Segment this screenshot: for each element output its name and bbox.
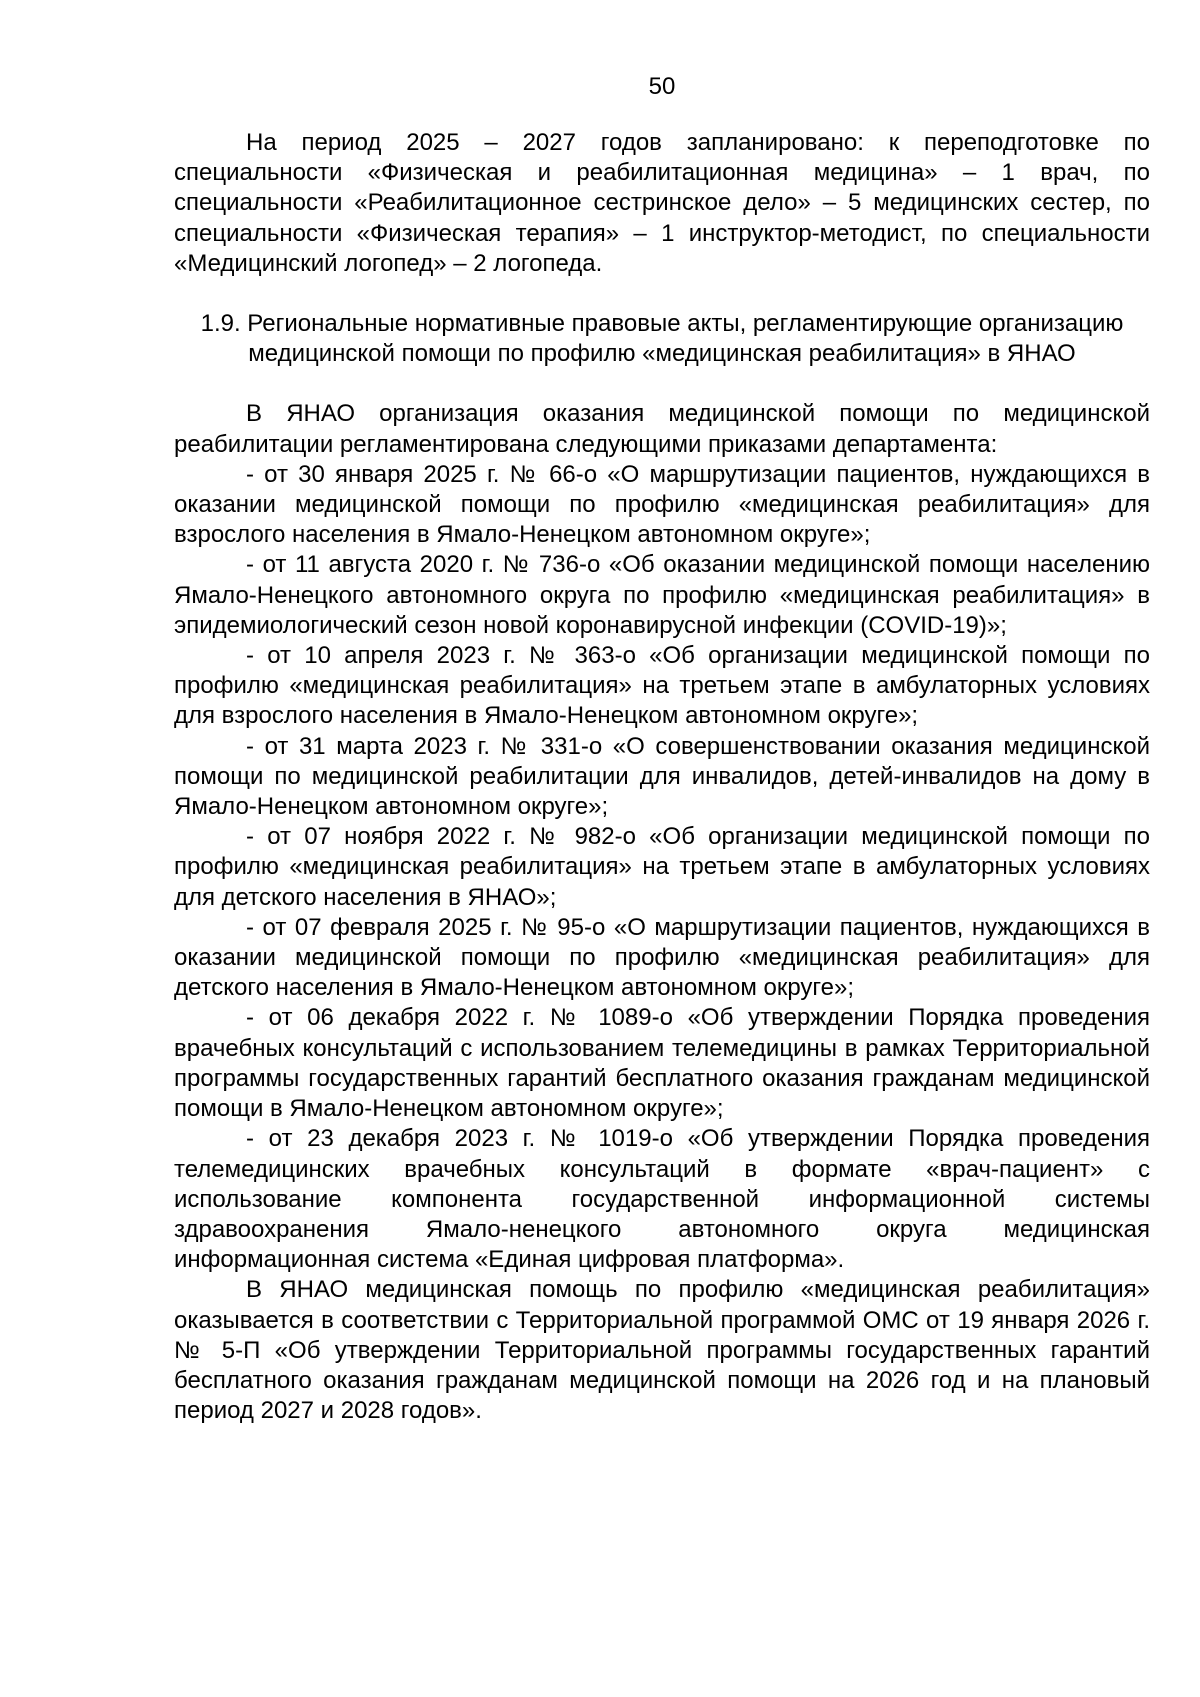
orders-intro-paragraph: В ЯНАО организация оказания медицинской помощи по медицинской реабилитации регламентирована следующими приказами департамента: (174, 400, 1150, 458)
order-item: - от 10 апреля 2023 г. № 363-о «Об организации медицинской помощи по профилю «медицинская реабилитация» на третьем этапе в амбулаторных условиях для взрослого населения в Ямало-Ненецком автономном округе»; (174, 642, 1150, 730)
order-item: - от 07 февраля 2025 г. № 95-о «О маршрутизации пациентов, нуждающихся в оказании медицинской помощи по профилю «медицинская реабилитация» для детского населения в Ямало-Ненецком автономном округе»; (174, 913, 1150, 1002)
order-item: - от 30 января 2025 г. № 66-о «О маршрутизации пациентов, нуждающихся в оказании медицинской помощи по профилю «медицинская реабилитация» для взрослого населения в Ямало-Ненецком автономном округе»; (174, 460, 1150, 549)
order-item: - от 23 декабря 2023 г. № 1019-о «Об утверждении Порядка проведения телемедицинских врачебных консультаций в формате «врач-пациент» с использование компонента государственной информационной системы здравоохранения Ямало-ненецкого автономного округа медицинская информационная система «Единая цифровая платформа». (174, 1125, 1150, 1274)
document-body (174, 128, 1150, 1426)
order-item: - от 06 декабря 2022 г. № 1089-о «Об утверждении Порядка проведения врачебных консультаций с использованием телемедицины в рамках Территориальной программы государственных гарантий бесплатного оказания гражданам медицинской помощи в Ямало-Ненецком автономном округе»; (174, 1004, 1150, 1123)
order-item: - от 11 августа 2020 г. № 736-о «Об оказании медицинской помощи населению Ямало-Ненецкого автономного округа по профилю «медицинская реабилитация» в эпидемиологический сезон новой коронавирусной инфекции (COVID-19)»; (174, 551, 1150, 639)
page-number: 50 (648, 73, 676, 100)
intro-paragraph: На период 2025 – 2027 годов запланировано: к переподготовке по специальности «Физическая и реабилитационная медицина» – 1 врач, по специальности «Реабилитационное сестринское дело» – 5 медицинских сестер, по специальности «Физическая терапия» – 1 инструктор-методист, по специальности «Медицинский логопед» – 2 логопеда. (174, 129, 1150, 277)
order-item: - от 07 ноября 2022 г. № 982-о «Об организации медицинской помощи по профилю «медицинская реабилитация» на третьем этапе в амбулаторных условиях для детского населения в ЯНАО»; (174, 823, 1150, 911)
closing-paragraph: В ЯНАО медицинская помощь по профилю «медицинская реабилитация» оказывается в соответствии с Территориальной программой ОМС от 19 января 2026 г. № 5-П «Об утверждении Территориальной программы государственных гарантий бесплатного оказания гражданам медицинской помощи на 2026 год и на плановый период 2027 и 2028 годов». (174, 1276, 1150, 1425)
order-item: - от 31 марта 2023 г. № 331-о «О совершенствовании оказания медицинской помощи по медицинской реабилитации для инвалидов, детей-инвалидов на дому в Ямало-Ненецком автономном округе»; (174, 732, 1150, 821)
section-heading: 1.9. Региональные нормативные правовые акты, регламентирующие организацию медицинской помощи по профилю «медицинская реабилитация» в ЯНАО (200, 310, 1124, 368)
